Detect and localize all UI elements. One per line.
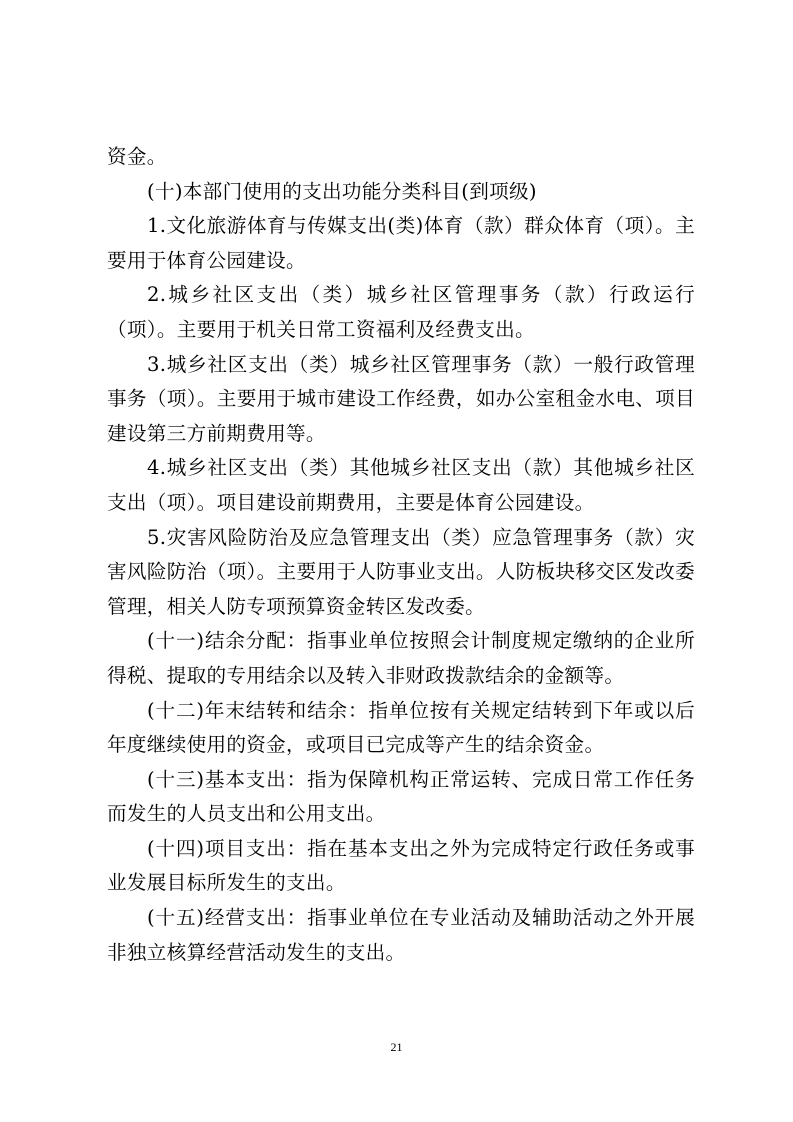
paragraph-continuation: 资金。 (107, 145, 167, 168)
paragraph-item-1: 1.文化旅游体育与传媒支出(类)体育（款）群众体育（项）。主要用于体育公园建设。 (107, 214, 695, 272)
paragraph-item-3: 3.城乡社区支出（类）城乡社区管理事务（款）一般行政管理事务（项）。主要用于城市建设工作经费，如办公室租金水电、项目建设第三方前期费用等。 (107, 352, 695, 445)
paragraph-section-14: (十四)项目支出：指在基本支出之外为完成特定行政任务或事业发展目标所发生的支出。 (107, 836, 695, 895)
paragraph-section-10-heading: (十)本部门使用的支出功能分类科目(到项级) (147, 179, 537, 203)
paragraph-section-15: (十五)经营支出：指事业单位在专业活动及辅助活动之外开展非独立核算经营活动发生的支出。 (107, 906, 695, 964)
paragraph-section-13: (十三)基本支出：指为保障机构正常运转、完成日常工作任务而发生的人员支出和公用支出。 (107, 767, 695, 826)
paragraph-item-2: 2.城乡社区支出（类）城乡社区管理事务（款）行政运行（项）。主要用于机关日常工资福利及经费支出。 (107, 283, 695, 341)
document-body (107, 140, 695, 970)
paragraph-section-12: (十二)年末结转和结余：指单位按有关规定结转到下年或以后年度继续使用的资金，或项目已完成等产生的结余资金。 (107, 698, 695, 757)
page-number: 21 (390, 1040, 403, 1054)
paragraph-item-5: 5.灾害风险防治及应急管理支出（类）应急管理事务（款）灾害风险防治（项）。主要用于人防事业支出。人防板块移交区发改委管理，相关人防专项预算资金转区发改委。 (107, 525, 695, 618)
paragraph-section-11: (十一)结余分配：指事业单位按照会计制度规定缴纳的企业所得税、提取的专用结余以及转入非财政拨款结余的金额等。 (107, 629, 695, 687)
paragraph-item-4: 4.城乡社区支出（类）其他城乡社区支出（款）其他城乡社区支出（项）。项目建设前期费用，主要是体育公园建设。 (107, 456, 695, 514)
